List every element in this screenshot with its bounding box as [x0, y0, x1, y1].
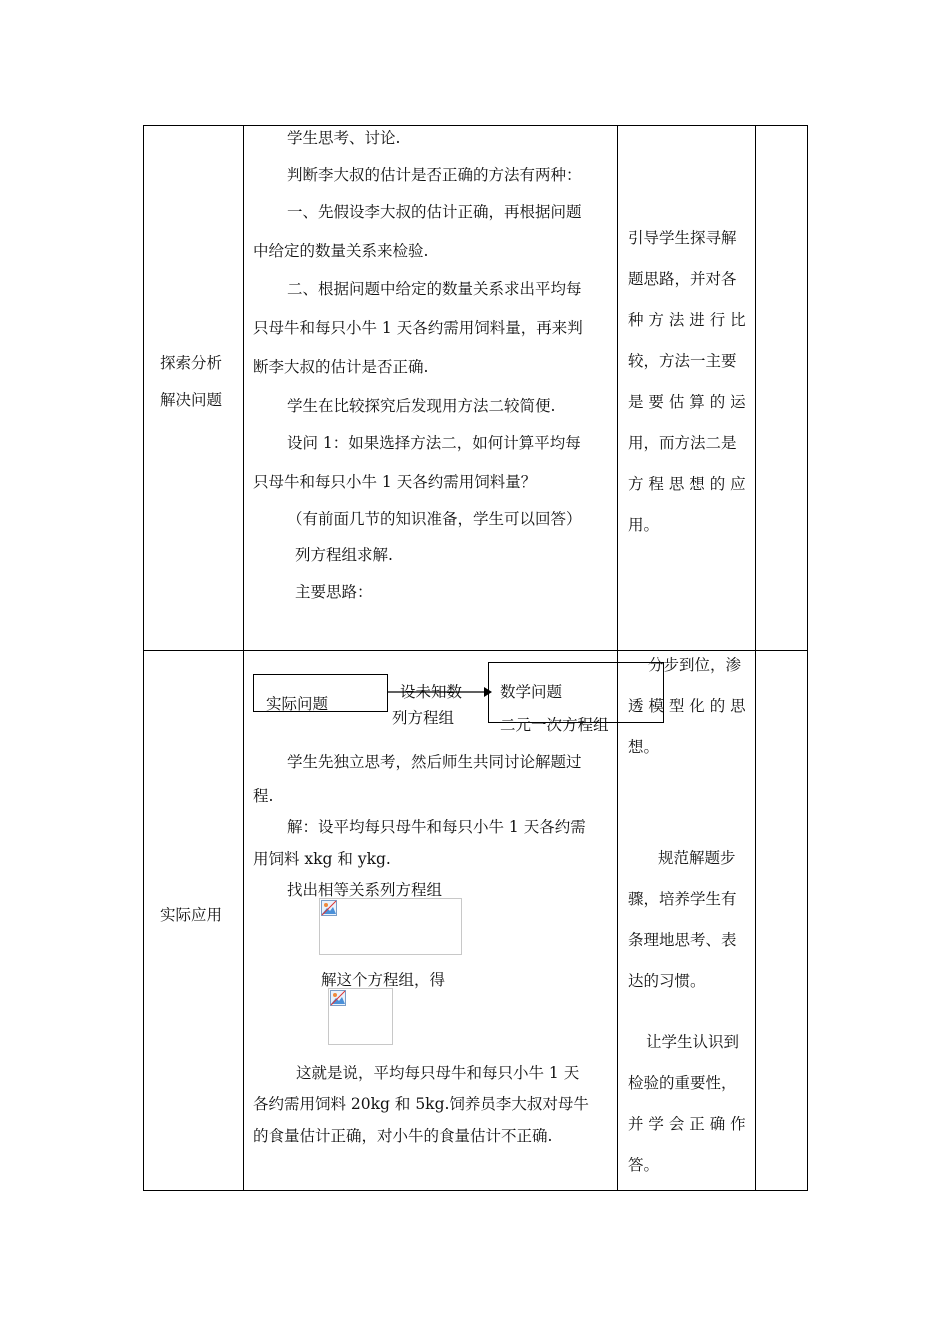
- row1-content-line: 学生思考、讨论.: [287, 129, 401, 147]
- row1-content-line: 列方程组求解.: [295, 546, 393, 564]
- row2-content-line: 解这个方程组，得: [321, 971, 446, 989]
- row1-note-line: 用，而方法二是: [628, 434, 737, 452]
- row2-content-line: 这就是说，平均每只母牛和每只小牛 1 天: [296, 1064, 580, 1082]
- row1-note-line: 种 方 法 进 行 比: [628, 311, 746, 329]
- row1-content-line: 学生在比较探究后发现用方法二较简便.: [287, 397, 556, 415]
- row2-content-line: 找出相等关系列方程组: [287, 881, 443, 899]
- row2-content-line: 各约需用饲料 20kg 和 5kg.饲养员李大叔对母牛: [253, 1095, 589, 1113]
- row2-content-line: 学生先独立思考，然后师生共同讨论解题过: [287, 753, 582, 771]
- table-border-left: [143, 125, 144, 1191]
- row2-content-line: 解：设平均每只母牛和每只小牛 1 天各约需: [287, 818, 586, 836]
- row2-content-line: 程.: [253, 787, 274, 805]
- row2-note2-line: 规范解题步: [658, 849, 736, 867]
- table-col-divider-2: [617, 125, 618, 1191]
- flow-arrow-label-top: 设未知数: [400, 683, 463, 701]
- row1-content-line: 主要思路：: [295, 583, 373, 601]
- row2-note3-line: 答。: [628, 1156, 660, 1174]
- row1-label-line1: 探索分析: [160, 354, 223, 372]
- row1-note-line: 较，方法一主要: [628, 352, 737, 370]
- row2-note1-line: 想。: [628, 738, 660, 756]
- row1-note-line: 方 程 思 想 的 应: [628, 475, 746, 493]
- flow-arrow-label-bottom: 列方程组: [392, 709, 455, 727]
- flow-box-actual-problem-label: 实际问题: [266, 695, 329, 713]
- table-col-divider-3: [755, 125, 756, 1191]
- row1-content-line: 设问 1：如果选择方法二，如何计算平均每: [287, 434, 581, 452]
- row1-content-line: 二、根据问题中给定的数量关系求出平均每: [287, 280, 582, 298]
- row1-note-line: 用。: [628, 516, 660, 534]
- row2-note2-line: 条理地思考、表: [628, 931, 737, 949]
- table-col-divider-1: [243, 125, 244, 1191]
- row2-note3-line: 检验的重要性，: [628, 1074, 737, 1092]
- row2-note1-line: 透 模 型 化 的 思: [628, 697, 746, 715]
- row1-content-line: 只母牛和每只小牛 1 天各约需用饲料量？: [253, 473, 537, 491]
- flow-box-math-problem-sublabel: 二元一次方程组: [500, 716, 609, 734]
- row1-content-line: 一、先假设李大叔的估计正确，再根据问题: [287, 203, 582, 221]
- row2-content-line: 用饲料 xkg 和 ykg.: [253, 850, 391, 868]
- solution-image: [328, 988, 393, 1045]
- row2-note2-line: 骤，培养学生有: [628, 890, 737, 908]
- row2-note1-line: 分步到位，渗: [648, 656, 742, 674]
- row2-note3-line: 让学生认识到: [646, 1033, 740, 1051]
- broken-image-icon: [330, 990, 346, 1006]
- flow-box-math-problem-label: 数学问题: [500, 683, 563, 701]
- row1-content-line: 中给定的数量关系来检验.: [253, 242, 429, 260]
- row1-label-line2: 解决问题: [160, 391, 223, 409]
- row1-content-line: 只母牛和每只小牛 1 天各约需用饲料量，再来判: [253, 319, 583, 337]
- row2-content-line: 的食量估计正确，对小牛的食量估计不正确.: [253, 1127, 553, 1145]
- row1-note-line: 是 要 估 算 的 运: [628, 393, 746, 411]
- row1-content-line: 判断李大叔的估计是否正确的方法有两种：: [287, 166, 582, 184]
- row1-content-line: （有前面几节的知识准备，学生可以回答）: [287, 510, 582, 528]
- row2-note2-line: 达的习惯。: [628, 972, 706, 990]
- row2-note3-line: 并 学 会 正 确 作: [628, 1115, 746, 1133]
- flow-arrow: [388, 685, 492, 699]
- broken-image-icon: [321, 900, 337, 916]
- row2-label: 实际应用: [160, 906, 223, 924]
- equation-system-image: [319, 898, 462, 955]
- row1-note-line: 引导学生探寻解: [628, 229, 737, 247]
- table-border-right: [807, 125, 808, 1191]
- row1-content-line: 断李大叔的估计是否正确.: [253, 358, 429, 376]
- row1-note-line: 题思路，并对各: [628, 270, 737, 288]
